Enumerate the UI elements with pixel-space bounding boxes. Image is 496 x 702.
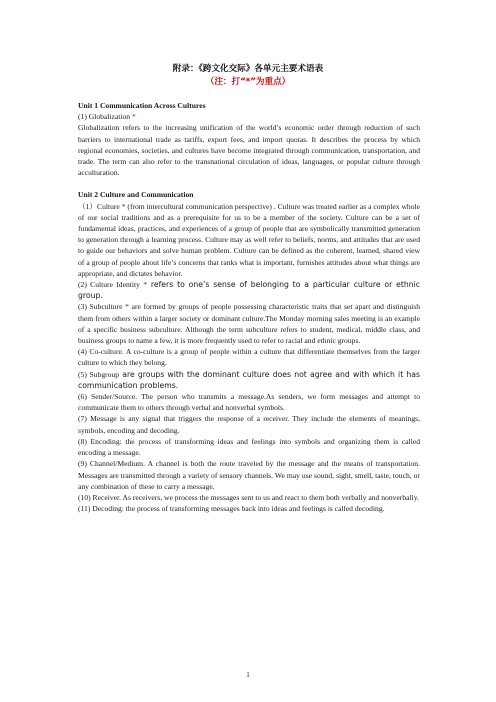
term-encoding [78, 436, 420, 458]
term-globalization [78, 111, 420, 122]
term-label: (2) Culture Identity [78, 280, 140, 290]
key-term-star: * [119, 201, 126, 211]
globalization-definition: Globalization refers to the increasing unification of the world’s economic order through reduction of such barriers to international trade as tariffs, export fees, and import quotas. It describes the process by which regional economies, societies, and cultures have become integrated through communication, transportation, and trade. The term can also refer to the transnational circulation of ideas, languages, or popular culture through acculturation. [78, 123, 420, 178]
term-definition: are groups with the dominant culture does not agree and with which it has communication problems. [78, 369, 420, 390]
term-label: (8) Encoding: [78, 436, 122, 446]
term-label: (4) Co-culture. [78, 347, 124, 357]
term-message [78, 413, 420, 435]
term-label: （1）Culture [78, 201, 120, 211]
unit2-heading: Unit 2 Culture and Communication [78, 190, 194, 200]
term-label: (7) Message [78, 414, 117, 424]
term-label: (11) Decoding: [78, 504, 124, 514]
term-decoding [78, 503, 420, 514]
term-definition: refers to one’s sense of belonging to a particular culture or ethnic group. [78, 280, 420, 301]
term-label: (1) Globalization [78, 112, 131, 122]
unit1-heading: Unit 1 Communication Across Cultures [78, 101, 206, 110]
term-sender [78, 391, 420, 413]
page-title: 附录：《跨文化交际》各单元主要术语表 [172, 64, 324, 74]
term-definition: the process of transforming ideas and feelings into symbols and organizing them is called encoding a message. [78, 436, 421, 458]
term-label: (5) Subgroup [78, 369, 120, 379]
page-number: 1 [246, 671, 250, 679]
term-receiver [78, 492, 420, 503]
term-culture-identity [78, 279, 420, 301]
term-co-culture [78, 346, 420, 368]
key-term-star: * [130, 112, 136, 122]
key-term-star: * [122, 302, 129, 312]
term-label: (3) Subculture [78, 302, 123, 312]
term-label: (9) Channel/Medium. [78, 459, 145, 469]
term-definition: A channel is both the route traveled by the message and the means of transportation. Messages are transmitted through a variety of sensory channels. We may use sound, sight, smell, taste, touch, or any combination of these to carry a message. [78, 459, 420, 491]
term-definition: is any signal that triggers the response of a receiver. They include the elements of meanings, symbols, encoding and decoding. [78, 414, 421, 435]
term-label: (6) Sender/Source. [78, 392, 138, 402]
page-note: （注：打“*”为重点） [205, 77, 291, 87]
term-definition: As receivers, we process the messages sent to us and react to them both verbally and nonverbally. [121, 492, 419, 502]
term-label: (10) Receiver. [78, 492, 122, 502]
term-subculture [78, 301, 420, 346]
term-definition: A co-culture is a group of people within a culture that differentiate themselves from the larger culture to which they belong. [78, 347, 421, 368]
term-definition: The person who transmits a message.As senders, we form messages and attempt to communicate them to others through verbal and nonverbal symbols. [78, 392, 420, 413]
key-term-star: * [139, 280, 148, 290]
term-definition: the process of transforming messages back into ideas and feelings is called decoding. [123, 504, 385, 514]
term-definition: (from intercultural communication perspective) . Culture was treated earlier as a complex whole of our social traditions and as a prerequisite for us to be a member of the society. Culture can be a set of fundamental ideas, practices, and experiences of a group of people that are symbolically transmitted generation to generation through a learning process. Culture may as well refer to beliefs, norms, and attitudes that are used to guide our behaviors and solve human problem. Culture can be defined as the coherent, learned, shared view of a group of people about life’s concerns that ranks what is important, furnishes attitudes about what things are appropriate, and dictates behavior. [78, 201, 421, 278]
document-body [78, 100, 420, 514]
term-channel [78, 458, 420, 492]
term-culture [78, 201, 420, 279]
term-subgroup [78, 369, 420, 391]
term-definition: are formed by groups of people possessing characteristic traits that set apart and distinguish them from others within a larger society or dominant culture.The Monday morning sales meeting is an example of a specific business subculture. Although the term subculture refers to student, medical, middle class, and business groups to name a few, it is more frequently used to refer to racial and ethnic groups. [78, 302, 420, 346]
